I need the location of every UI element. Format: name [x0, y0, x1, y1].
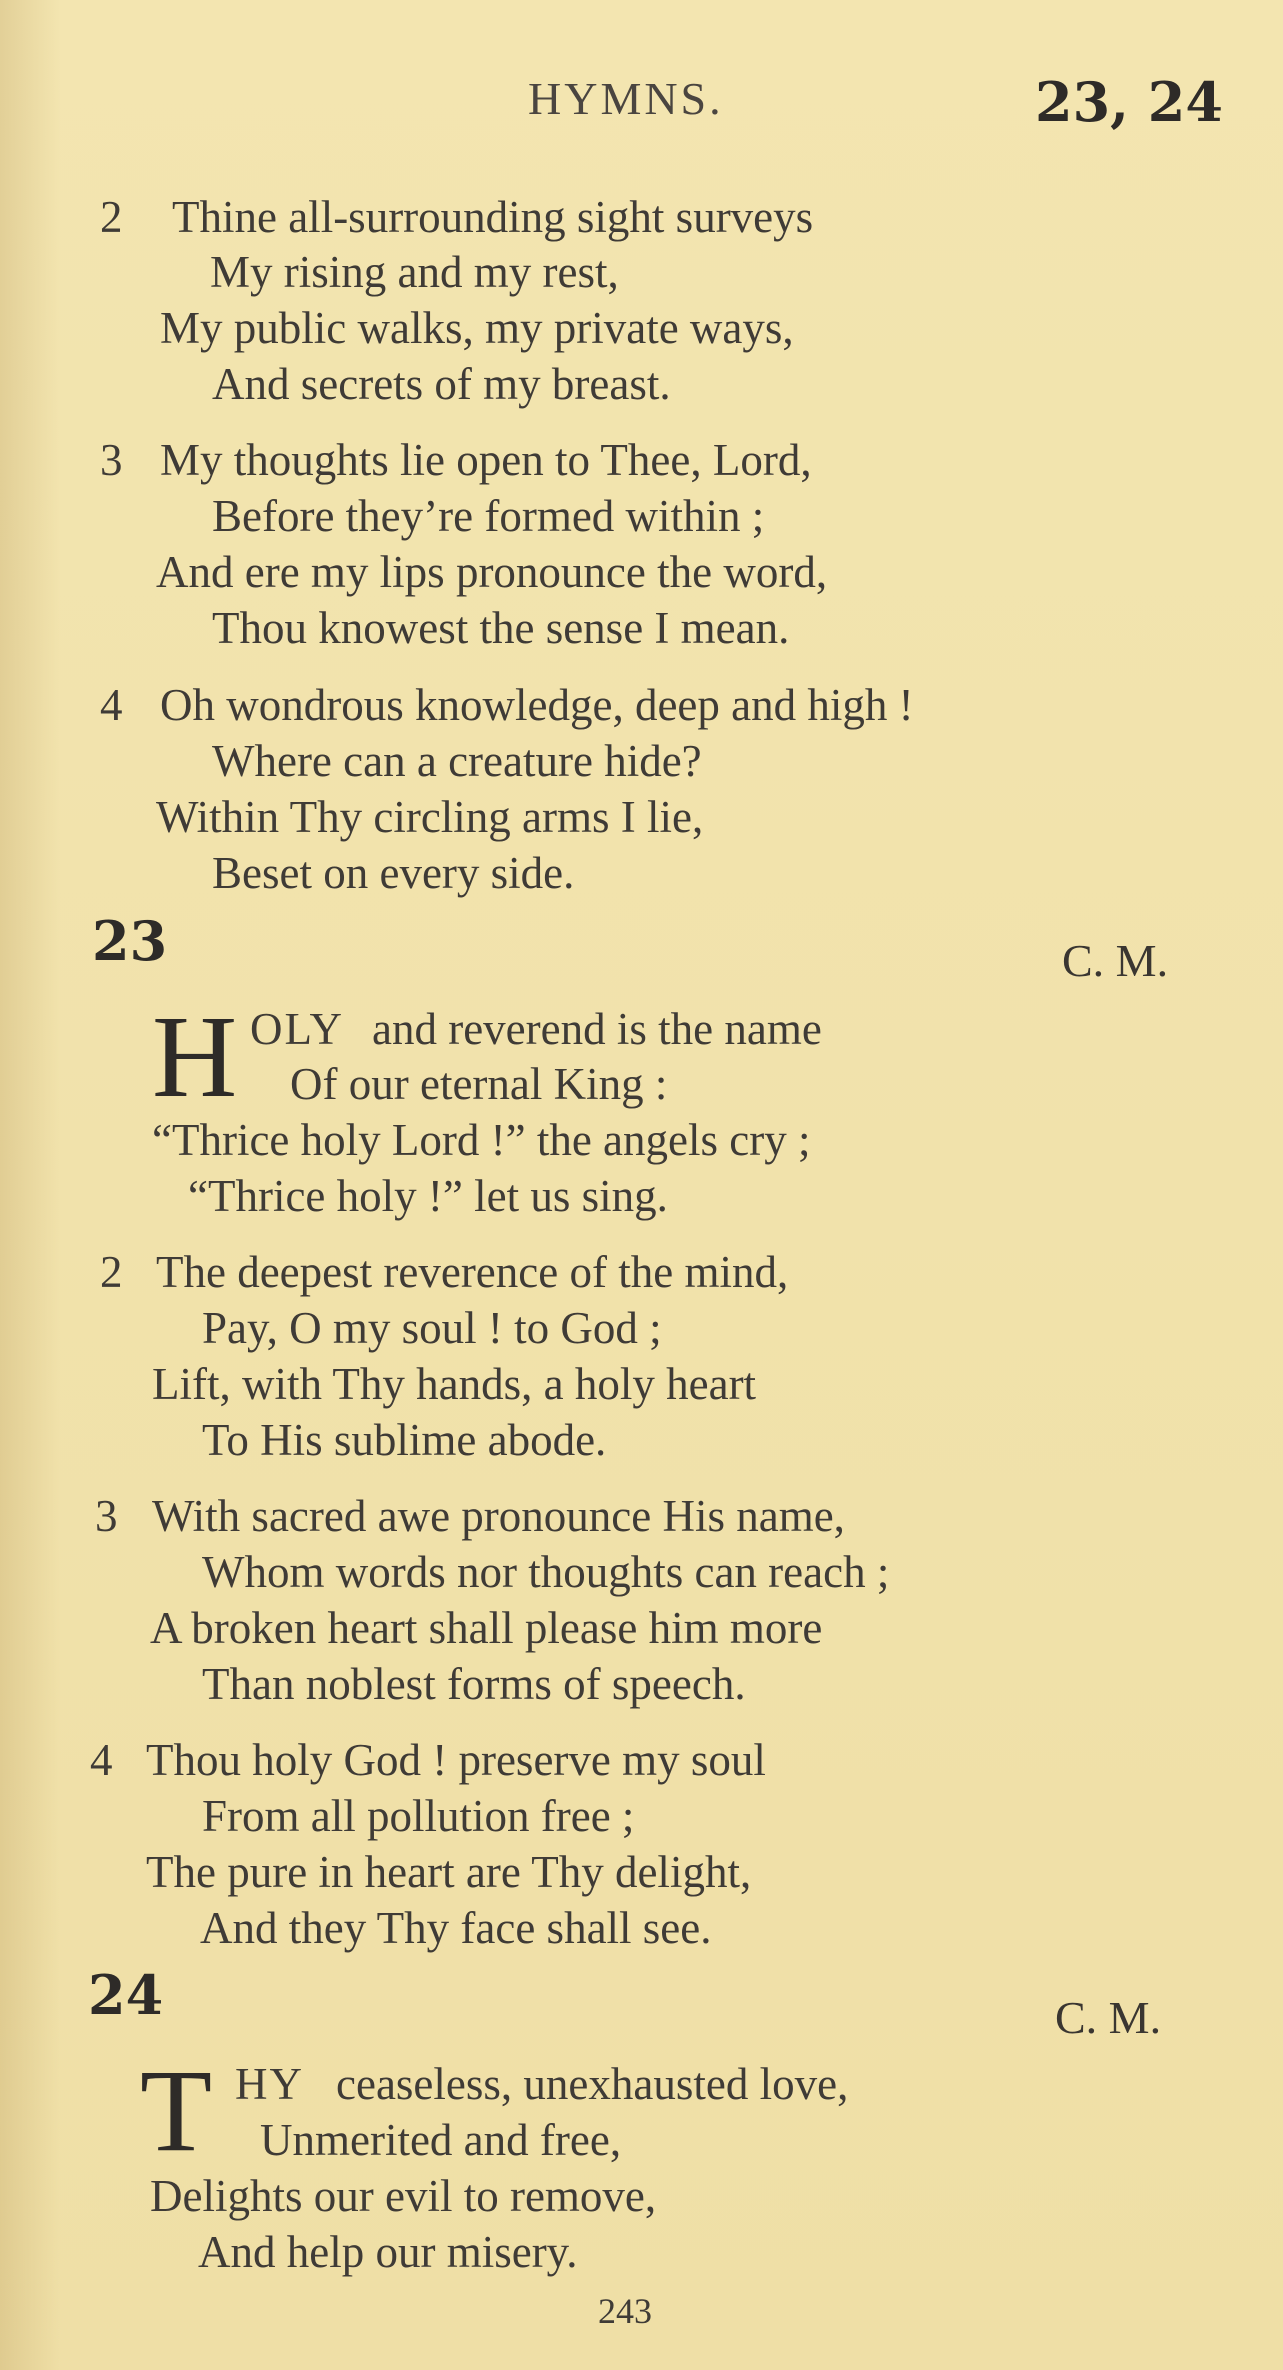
hymn-line: Delights our evil to remove,: [150, 2171, 657, 2221]
drop-cap: T: [140, 2045, 213, 2176]
page-header: [0, 72, 1283, 142]
hymn-line: Pay, O my soul ! to God ;: [202, 1303, 662, 1353]
hymn-line: The deepest reverence of the mind,: [156, 1247, 789, 1297]
first-word-caps: HY: [235, 2059, 304, 2109]
hymn-line: “Thrice holy !” let us sing.: [188, 1171, 668, 1221]
hymn-line: To His sublime abode.: [202, 1415, 607, 1465]
hymn-meter: C. M.: [1055, 1992, 1162, 2043]
hymn-line: Beset on every side.: [212, 848, 575, 898]
hymn-line: Before they’re formed within ;: [212, 491, 765, 541]
hymn-line: With sacred awe pronounce His name,: [152, 1491, 845, 1541]
page-number: 243: [598, 2291, 652, 2331]
hymn-line: Whom words nor thoughts can reach ;: [202, 1547, 890, 1597]
verse-number: 2: [100, 1247, 123, 1297]
hymn-line: And ere my lips pronounce the word,: [156, 547, 828, 597]
hymn-line: Within Thy circling arms I lie,: [156, 792, 704, 842]
verse-number: 4: [100, 680, 123, 730]
drop-cap: H: [152, 991, 238, 1122]
hymn-line: A broken heart shall please him more: [150, 1603, 823, 1653]
hymn-line: And they Thy face shall see.: [200, 1903, 712, 1953]
hymn-line: and reverend is the name: [372, 1004, 822, 1054]
hymn-meter: C. M.: [1062, 935, 1169, 986]
verse-number: 2: [100, 192, 123, 242]
hymn-line: From all pollution free ;: [202, 1791, 635, 1841]
hymn-line: Than noblest forms of speech.: [202, 1659, 746, 1709]
verse-number: 3: [95, 1491, 118, 1541]
hymn-line: Thou knowest the sense I mean.: [212, 603, 790, 653]
hymn-line: Thou holy God ! preserve my soul: [146, 1735, 766, 1785]
hymn-line: Oh wondrous knowledge, deep and high !: [160, 680, 914, 730]
running-head: HYMNS.: [528, 73, 724, 124]
hymn-line: My public walks, my private ways,: [160, 303, 794, 353]
hymn-line: Thine all-surrounding sight surveys: [172, 192, 814, 242]
hymn-line: Unmerited and free,: [260, 2115, 622, 2165]
verse-number: 3: [100, 435, 123, 485]
hymn-line: Of our eternal King :: [290, 1059, 668, 1109]
hymn-number: 23: [92, 909, 168, 973]
hymn-line: My rising and my rest,: [210, 247, 619, 297]
hymn-line: Where can a creature hide?: [212, 736, 702, 786]
verse-number: 4: [90, 1735, 113, 1785]
hymn-line: Lift, with Thy hands, a holy heart: [152, 1359, 757, 1409]
hymn-line: My thoughts lie open to Thee, Lord,: [160, 435, 812, 485]
hymn-line: “Thrice holy Lord !” the angels cry ;: [152, 1115, 811, 1165]
hymn-line: The pure in heart are Thy delight,: [146, 1847, 752, 1897]
hymn-line: And help our misery.: [198, 2227, 578, 2277]
hymn-range: 23, 24: [1035, 70, 1223, 134]
hymn-number: 24: [88, 1963, 164, 2027]
first-word-caps: OLY: [250, 1004, 344, 1054]
hymn-line: And secrets of my breast.: [212, 359, 671, 409]
hymn-line: ceaseless, unexhausted love,: [336, 2059, 849, 2109]
